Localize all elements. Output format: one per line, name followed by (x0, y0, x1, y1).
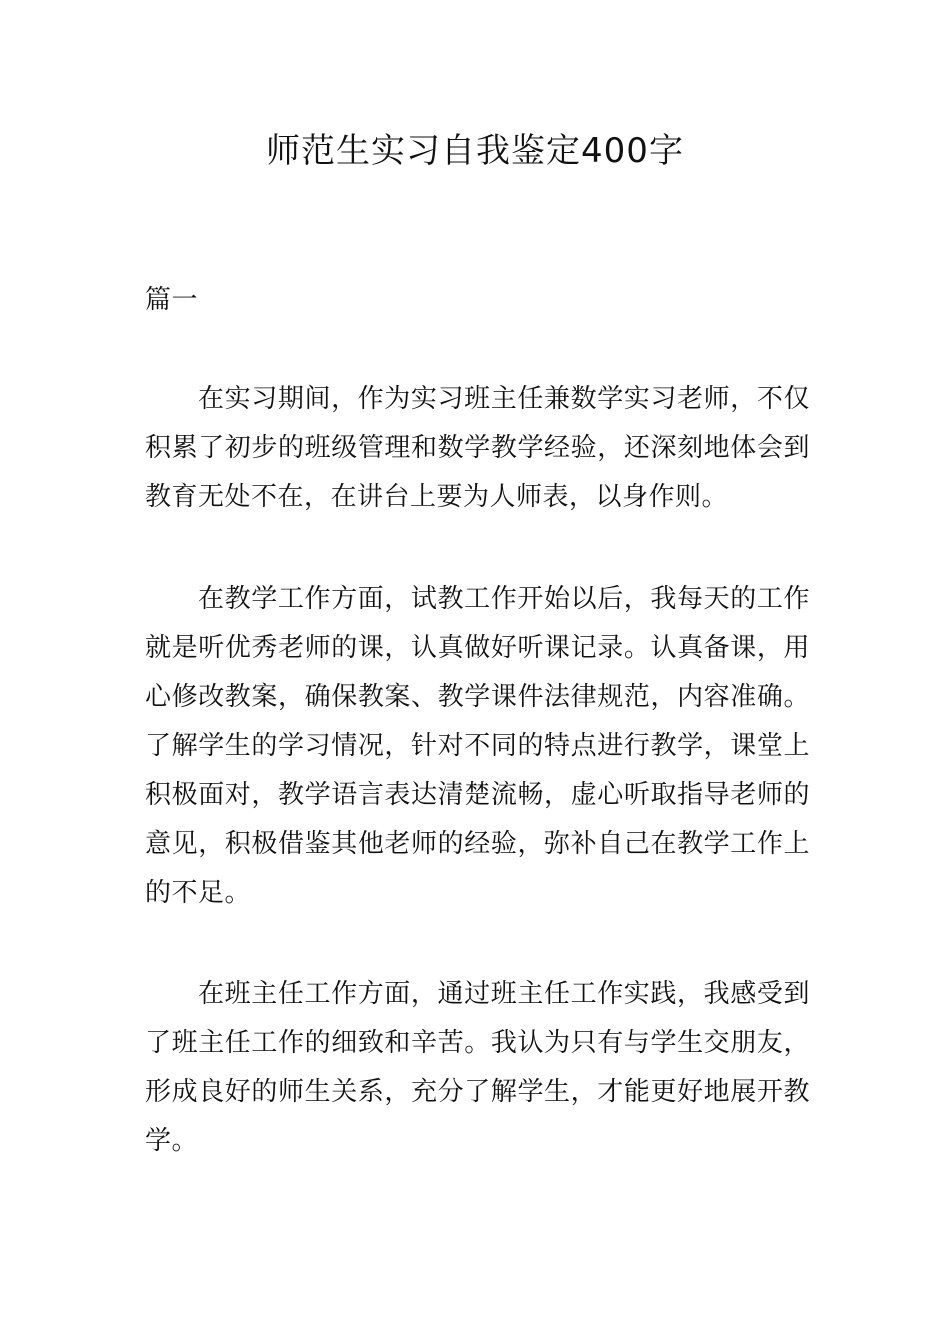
section-label: 篇一 (145, 285, 199, 315)
paragraph-teaching-work: 在教学工作方面，试教工作开始以后，我每天的工作就是听优秀老师的课，认真做好听课记录。认真备课，用心修改教案，确保教案、教学课件法律规范，内容准确。了解学生的学习情况，针对不同的特点进行教学，课堂上积极面对，教学语言表达清楚流畅，虚心听取指导老师的意见，积极借鉴其他老师的经验，弥补自己在教学工作上的不足。 (145, 584, 810, 908)
paragraph-class-teacher-work: 在班主任工作方面，通过班主任工作实践，我感受到了班主任工作的细致和辛苦。我认为只有与学生交朋友，形成良好的师生关系，充分了解学生，才能更好地展开教学。 (145, 979, 810, 1156)
paragraph-internship-overview: 在实习期间，作为实习班主任兼数学实习老师，不仅积累了初步的班级管理和数学教学经验，还深刻地体会到教育无处不在，在讲台上要为人师表，以身作则。 (145, 384, 810, 512)
document-title: 师范生实习自我鉴定400字 (266, 131, 684, 171)
